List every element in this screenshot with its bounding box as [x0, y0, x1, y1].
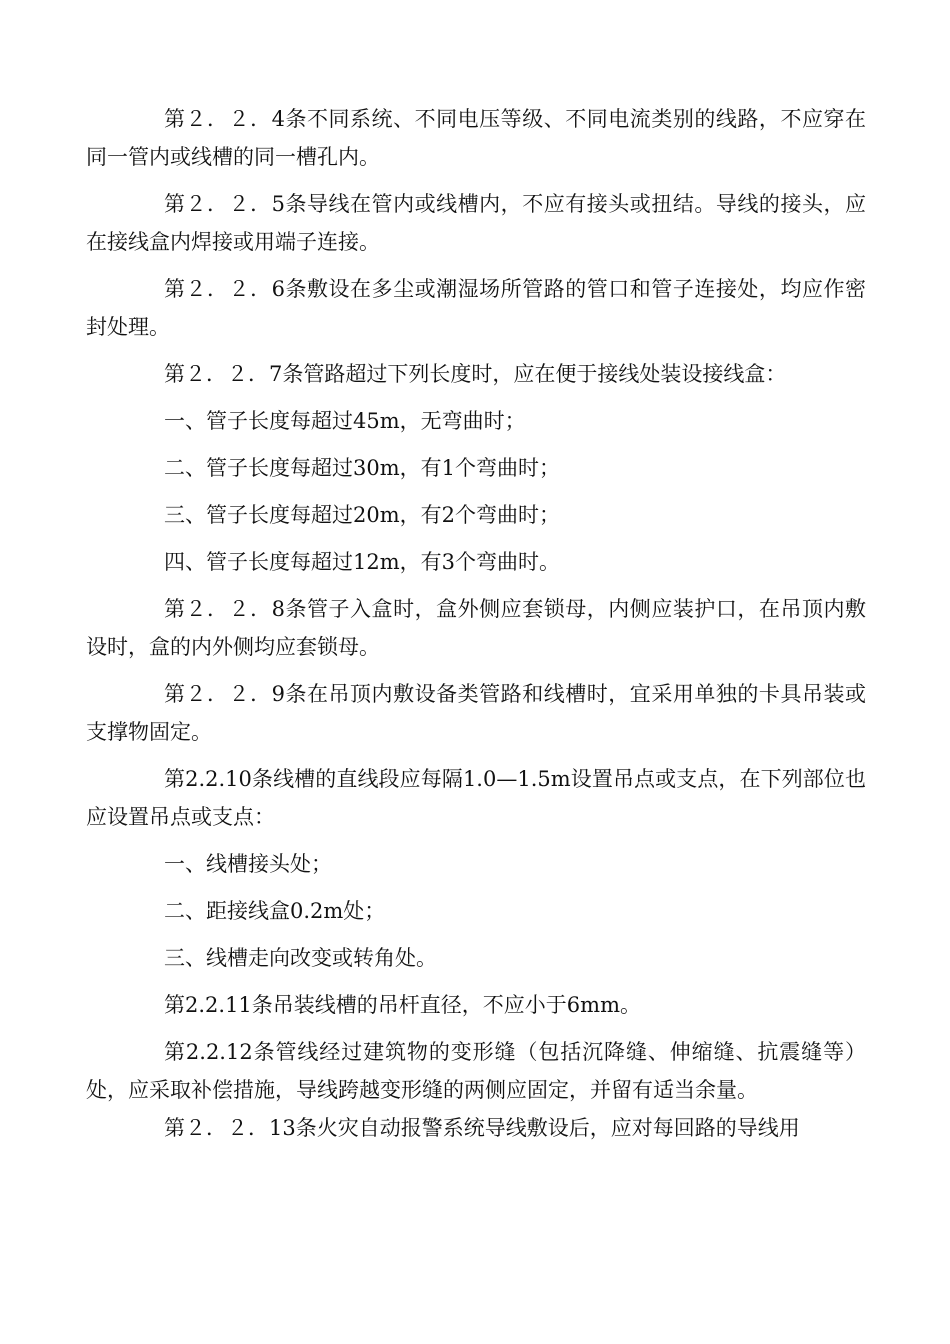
- clause-2-2-8: 第２．２．8条管子入盒时，盒外侧应套锁母，内侧应装护口，在吊顶内敷设时，盒的内外侧均应套锁母。: [86, 597, 866, 659]
- clause-2-2-6: 第２．２．6条敷设在多尘或潮湿场所管路的管口和管子连接处，均应作密封处理。: [86, 277, 866, 339]
- list-item: 一、线槽接头处；: [164, 852, 332, 876]
- list-item: 二、距接线盒0.2m处；: [164, 899, 386, 923]
- list-item: 三、管子长度每超过20m，有2个弯曲时；: [164, 503, 560, 527]
- list-item: 二、管子长度每超过30m，有1个弯曲时；: [164, 456, 560, 480]
- document-page: [86, 100, 866, 1147]
- clause-2-2-12: 第2.2.12条管线经过建筑物的变形缝（包括沉降缝、伸缩缝、抗震缝等）处，应采取补偿措施，导线跨越变形缝的两侧应固定，并留有适当余量。: [86, 1040, 866, 1102]
- clause-2-2-4: 第２．２．4条不同系统、不同电压等级、不同电流类别的线路，不应穿在同一管内或线槽的同一槽孔内。: [86, 107, 866, 169]
- clause-2-2-5: 第２．２．5条导线在管内或线槽内，不应有接头或扭结。导线的接头，应在接线盒内焊接或用端子连接。: [86, 192, 866, 254]
- list-item: 一、管子长度每超过45m，无弯曲时；: [164, 409, 526, 433]
- clause-2-2-10: 第2.2.10条线槽的直线段应每隔1.0—1.5m设置吊点或支点，在下列部位也应设置吊点或支点：: [86, 767, 866, 829]
- clause-2-2-9: 第２．２．9条在吊顶内敷设备类管路和线槽时，宜采用单独的卡具吊装或支撑物固定。: [86, 682, 866, 744]
- list-item: 三、线槽走向改变或转角处。: [164, 946, 437, 970]
- list-item: 四、管子长度每超过12m，有3个弯曲时。: [164, 550, 560, 574]
- clause-2-2-11: 第2.2.11条吊装线槽的吊杆直径，不应小于6mm。: [164, 993, 641, 1017]
- clause-2-2-13: 第２．２．13条火灾自动报警系统导线敷设后，应对每回路的导线用: [164, 1116, 800, 1140]
- clause-2-2-7: 第２．２．7条管路超过下列长度时，应在便于接线处装设接线盒：: [164, 362, 787, 386]
